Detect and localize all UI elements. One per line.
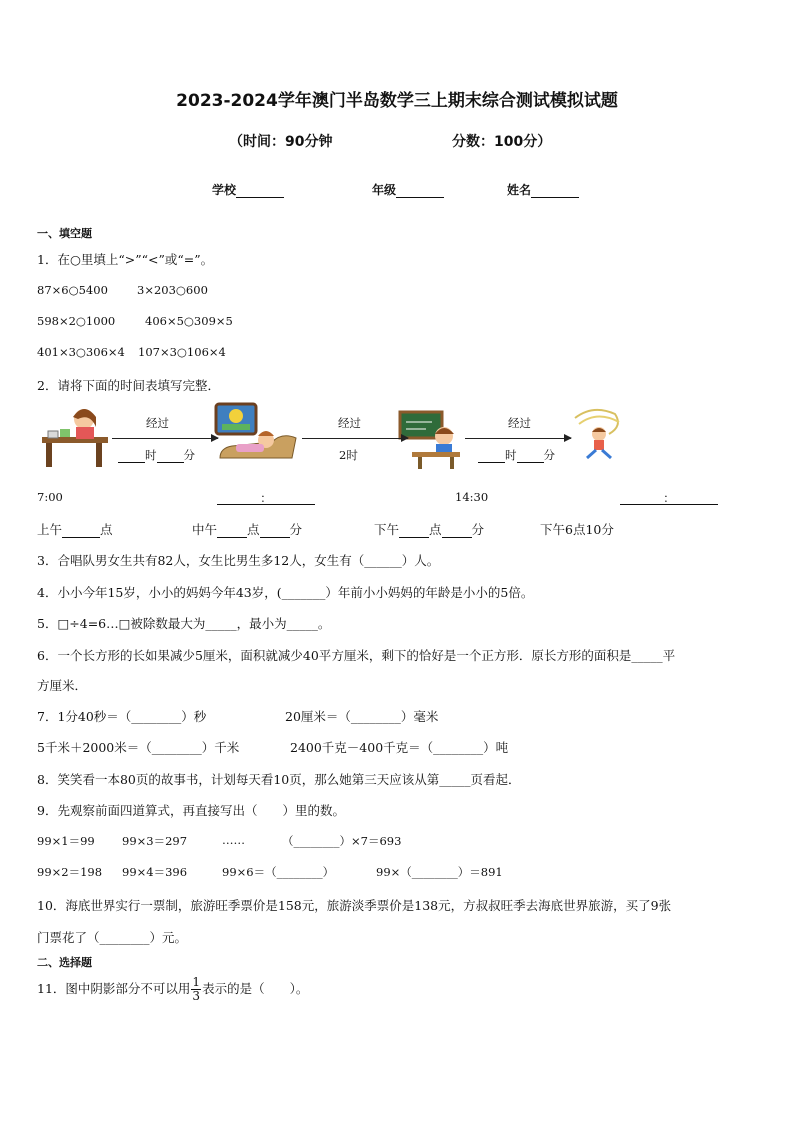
name-field[interactable]: 姓名 [507,181,579,198]
period-4: 下午6点10分 [540,522,614,537]
q9-expr: （________）×7＝693 [282,834,402,848]
question-7b: 20厘米＝（________）毫米 [285,709,439,724]
q1-expr: 401×3○306×4 [37,345,125,359]
q9-ellipsis: …… [222,833,245,847]
question-1-stem: 1．在○里填上“>”“<”或“=”。 [37,252,214,267]
question-11: 11．图中阴影部分不可以用 $\frac{1}{3}$ 表示的是（ ）。 [37,975,309,1003]
q1-expr: 107×3○106×4 [138,345,226,359]
question-9-stem: 9．先观察前面四道算式，再直接写出（ ）里的数。 [37,803,345,818]
question-4: 4．小小今年15岁，小小的妈妈今年43岁，(_______）年前小小妈妈的年龄是小小的5倍。 [37,585,534,600]
child-running-illustration [563,404,625,462]
q9-expr: 99×2＝198 [37,865,103,879]
page-title: 2023-2024学年澳门半岛数学三上期末综合测试模拟试题 [176,91,618,111]
question-6-line2: 方厘米． [37,678,88,693]
q9-expr: 99×1＝99 [37,834,95,848]
timeline-arrow-2 [302,438,408,439]
question-7c: 5千米＋2000米＝（________）千米 [37,740,240,755]
duration-blank-3[interactable]: 时 分 [478,447,555,463]
question-3: 3．合唱队男女生共有82人，女生比男生多12人，女生有（______）人。 [37,553,440,568]
q1-expr: 87×6○5400 [37,283,108,297]
pass-label: 经过 [146,416,169,430]
question-8: 8．笑笑看一本80页的故事书，计划每天看10页，那么她第三天应该从第_____页看起． [37,772,521,787]
period-3[interactable]: 下午 点 分 [374,522,485,537]
q9-expr: 99×（________）＝891 [376,865,503,879]
time-third: 14:30 [455,490,489,504]
timeline-arrow-3 [465,438,571,439]
period-2[interactable]: 中午 点 分 [192,522,303,537]
question-2-stem: 2．请将下面的时间表填写完整． [37,378,220,393]
fraction-one-third: $\frac{1}{3}$ [192,975,201,1003]
question-7d: 2400千克－400千克＝（________）吨 [290,740,509,755]
q1-expr: 598×2○1000 [37,314,116,328]
question-5: 5．□÷4=6…□被除数最大为_____，最小为_____。 [37,616,331,631]
girl-resting-illustration [212,402,298,470]
q9-expr: 99×3＝297 [122,834,188,848]
question-6-line1: 6．一个长方形的长如果减少5厘米，面积就减少40平方厘米，剩下的恰好是一个正方形．原长方形的面积是_____平 [37,648,676,663]
timeline-arrow-1 [112,438,218,439]
duration-blank-1[interactable]: 时 分 [118,447,195,463]
exam-score: 分数：100分） [452,134,552,150]
exam-time: （时间：90分钟 [229,134,333,150]
pass-label: 经过 [338,416,361,430]
school-field[interactable]: 学校 [212,181,284,198]
question-7a: 7．1分40秒＝（________）秒 [37,709,207,724]
q9-expr: 99×6＝（________） [222,865,335,879]
q1-expr: 3×203○600 [137,283,208,297]
girl-breakfast-illustration [38,405,112,469]
grade-field[interactable]: 年级 [372,181,444,198]
section-heading-fill: 一、填空题 [37,227,92,240]
question-10-line2: 门票花了（________）元。 [37,930,188,945]
q9-expr: 99×4＝396 [122,865,188,879]
pass-label: 经过 [508,416,531,430]
time-blank-2[interactable]: ： [217,490,315,505]
question-10-line1: 10．海底世界实行一票制，旅游旺季票价是158元，旅游淡季票价是138元，方叔叔旺季去海底世界旅游，买了9张 [37,898,672,913]
section-heading-choice: 二、选择题 [37,956,92,969]
time-blank-4[interactable]: ： [620,490,718,505]
q1-expr: 406×5○309×5 [145,314,233,328]
time-start: 7:00 [37,490,63,504]
period-1[interactable]: 上午 点 [37,522,113,537]
duration-2: 2时 [339,448,358,462]
